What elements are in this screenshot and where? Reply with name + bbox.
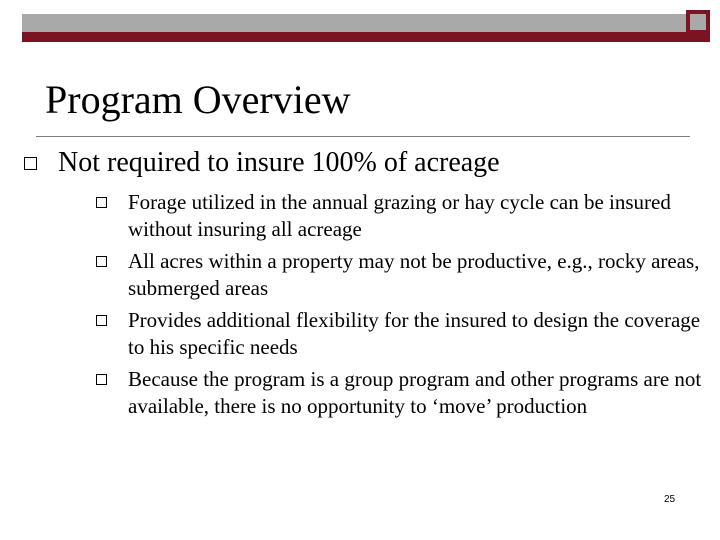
header-red-band <box>22 32 710 42</box>
square-bullet-icon <box>96 197 107 208</box>
slide-title: Program Overview <box>45 77 351 122</box>
main-bullet-text: Not required to insure 100% of acreage <box>58 147 500 178</box>
sub-bullet-item <box>92 189 712 243</box>
header-gray-band <box>22 14 686 32</box>
title-divider <box>36 136 690 137</box>
sub-bullet-item <box>92 366 712 420</box>
sub-bullet-text: Provides additional flexibility for the insured to design the coverage to his specific needs <box>128 308 701 359</box>
corner-gray-square <box>690 14 706 30</box>
square-bullet-icon <box>96 315 107 326</box>
sub-bullet-item <box>92 307 712 361</box>
page-number: 25 <box>664 494 676 505</box>
square-bullet-icon <box>96 256 107 267</box>
sub-bullet-text: Forage utilized in the annual grazing or hay cycle can be insured without insuring all acreage <box>128 190 671 241</box>
square-bullet-icon <box>96 374 107 385</box>
sub-bullet-list <box>92 189 712 425</box>
sub-bullet-item <box>92 248 712 302</box>
square-bullet-icon <box>24 157 37 170</box>
sub-bullet-text: Because the program is a group program and other programs are not available, there is no opportunity to ‘move’ production <box>128 367 702 418</box>
sub-bullet-text: All acres within a property may not be productive, e.g., rocky areas, submerged areas <box>128 249 700 300</box>
main-bullet <box>20 144 700 182</box>
